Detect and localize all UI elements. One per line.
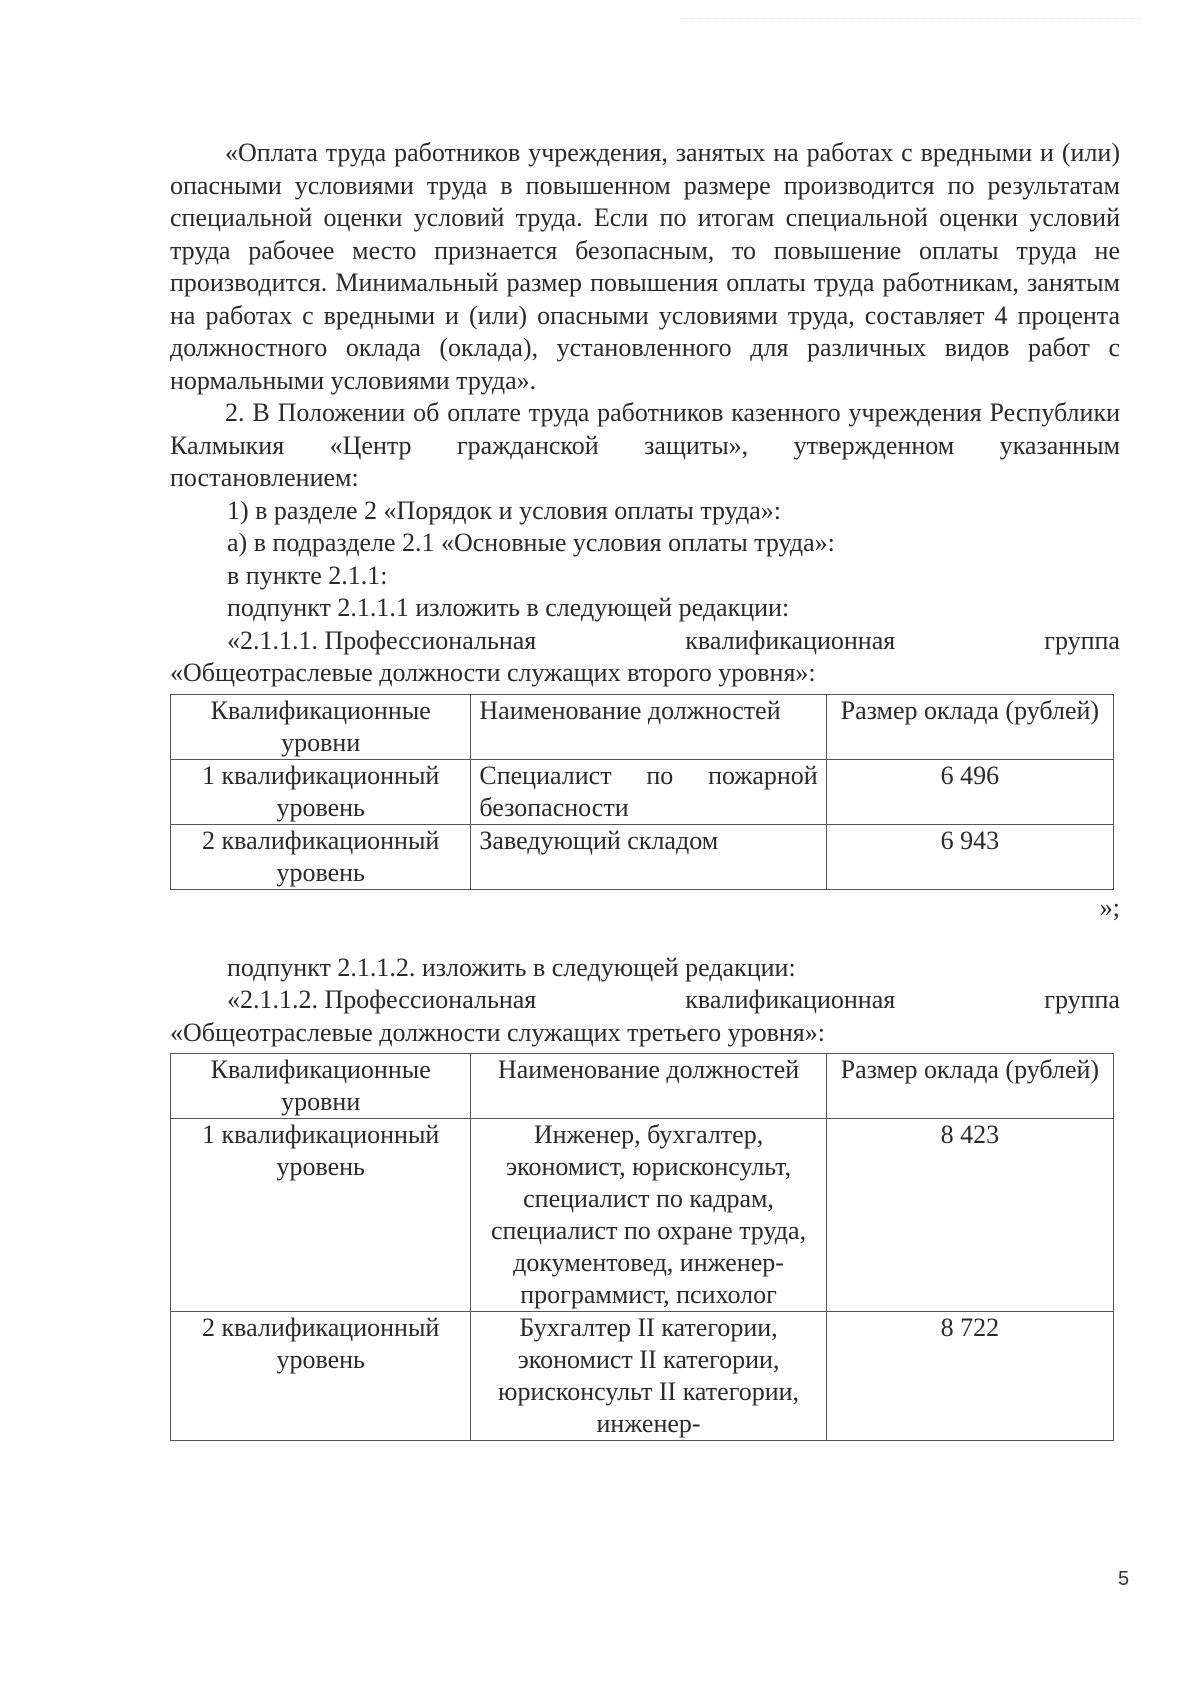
paragraph-regulation: 2. В Положении об оплате труда работников казенного учреждения Республики Калмыкия «Центр гражданской защиты», утвержденном указанным постановлением: — [170, 398, 1120, 492]
cell-position: Специалист по пожарной безопасности — [471, 759, 826, 824]
table-row — [171, 1119, 1114, 1312]
table-row — [171, 1312, 1114, 1441]
group1-title: «Общеотраслевые должности служащих второго уровня»: — [170, 658, 816, 687]
line-section-2: 1) в разделе 2 «Порядок и условия оплаты труда»: — [227, 495, 782, 525]
cell-salary: 6 943 — [826, 824, 1113, 889]
document-page — [170, 137, 1120, 1441]
cell-salary: 8 423 — [826, 1119, 1113, 1312]
table-header-row — [171, 1054, 1114, 1119]
cell-salary: 8 722 — [826, 1312, 1113, 1441]
table-second-level — [170, 694, 1114, 890]
table-third-level — [170, 1053, 1114, 1441]
scan-artifact — [680, 18, 1140, 22]
table1-closing-quote: »; — [1099, 892, 1120, 922]
cell-level: 1 квалификационный уровень — [171, 759, 471, 824]
cell-level: 1 квалификационный уровень — [171, 1119, 471, 1312]
cell-position: Инженер, бухгалтер, экономист, юрисконсульт, специалист по кадрам, специалист по охране труда, документовед, инженер-программист, психолог — [471, 1119, 826, 1312]
line-point-2-1-1: в пункте 2.1.1: — [227, 560, 388, 590]
cell-position: Бухгалтер II категории, экономист II категории, юрисконсульт II категории, инженер- — [471, 1312, 826, 1441]
cell-level: 2 квалификационный уровень — [171, 824, 471, 889]
cell-salary: 6 496 — [826, 759, 1113, 824]
header-positions: Наименование должностей — [471, 1054, 826, 1119]
group1-middle: квалификационная — [685, 625, 896, 655]
paragraph-labor-payment: «Оплата труда работников учреждения, занятых на работах с вредными и (или) опасными условиями труда в повышенном размере производится по результатам специальной оценки условий труда. Если по итогам специальной оценки условий труда рабочее место признается безопасным, то повышение оплаты труда не производится. Минимальный размер повышения оплаты труда работникам, занятым на работах с вредными и (или) опасными условиями труда, составляет 4 процента должностного оклада (оклада), установленного для различных видов работ с нормальными условиями труда». — [170, 138, 1120, 395]
group2-heading — [170, 984, 1120, 1017]
header-levels: Квалификационные уровни — [171, 1054, 471, 1119]
group2-title: «Общеотраслевые должности служащих третьего уровня»: — [170, 1017, 825, 1047]
header-levels: Квалификационные уровни — [171, 694, 471, 759]
group1-right: группа — [1044, 625, 1120, 655]
group2-left: «2.1.1.2. Профессиональная — [227, 985, 537, 1014]
group1-left: «2.1.1.1. Профессиональная — [227, 625, 537, 655]
group2-right: группа — [1044, 985, 1120, 1014]
header-salary: Размер оклада (рублей) — [826, 1054, 1113, 1119]
group1-heading — [170, 625, 1120, 658]
cell-position: Заведующий складом — [471, 824, 826, 889]
header-positions: Наименование должностей — [471, 694, 826, 759]
group2-middle: квалификационная — [685, 985, 896, 1014]
line-subpoint-1-instruction: подпункт 2.1.1.1 изложить в следующей редакции: — [227, 593, 790, 622]
page-number: 5 — [1118, 1568, 1130, 1590]
cell-level: 2 квалификационный уровень — [171, 1312, 471, 1441]
header-salary: Размер оклада (рублей) — [826, 694, 1113, 759]
line-subsection-2-1: а) в подразделе 2.1 «Основные условия оплаты труда»: — [227, 528, 835, 557]
line-subpoint-2-instruction: подпункт 2.1.1.2. изложить в следующей редакции: — [227, 952, 796, 982]
table-header-row — [171, 694, 1114, 759]
table-row — [171, 759, 1114, 824]
table-row — [171, 824, 1114, 889]
